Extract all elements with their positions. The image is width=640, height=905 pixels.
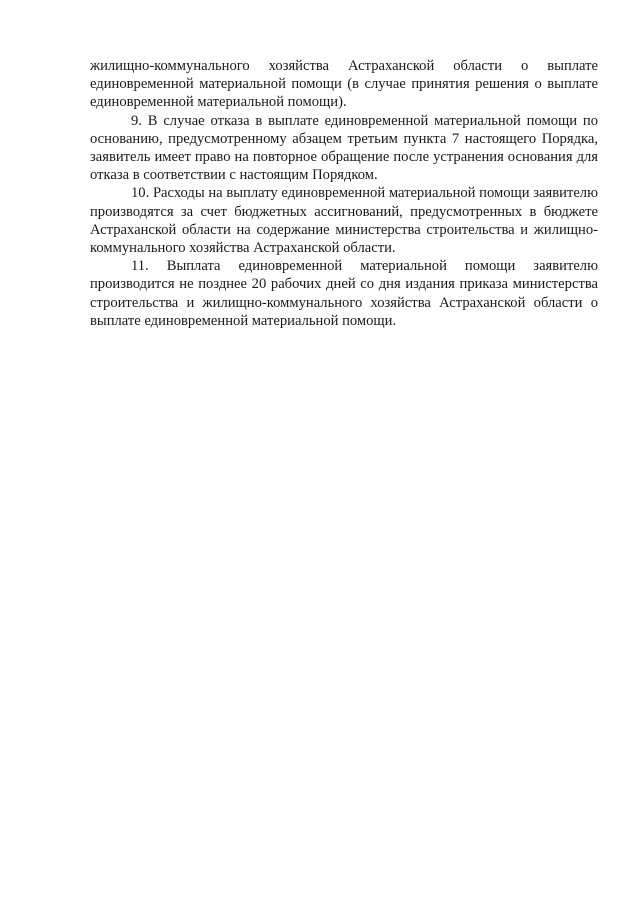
paragraph-clause-10: 10. Расходы на выплату единовременной материальной помощи заявителю производятся за счет бюджетных ассигнований, предусмотренных в бюджете Астраханской области на содержание министерства строительства и жилищно-коммунального хозяйства Астраханской области. [90,185,598,257]
paragraph-clause-11: 11. Выплата единовременной материальной помощи заявителю производится не позднее 20 рабочих дней со дня издания приказа министерства строительства и жилищно-коммунального хозяйства Астраханской области о выплате единовременной материальной помощи. [90,258,598,329]
paragraph-continuation: жилищно-коммунального хозяйства Астраханской области о выплате единовременной материальной помощи (в случае принятия решения о выплате единовременной материальной помощи). [90,58,598,111]
paragraph-clause-9: 9. В случае отказа в выплате единовременной материальной помощи по основанию, предусмотренному абзацем третьим пункта 7 настоящего Порядка, заявитель имеет право на повторное обращение после устранения основания для отказа в соответствии с настоящим Порядком. [90,112,598,184]
document-body [90,57,598,330]
